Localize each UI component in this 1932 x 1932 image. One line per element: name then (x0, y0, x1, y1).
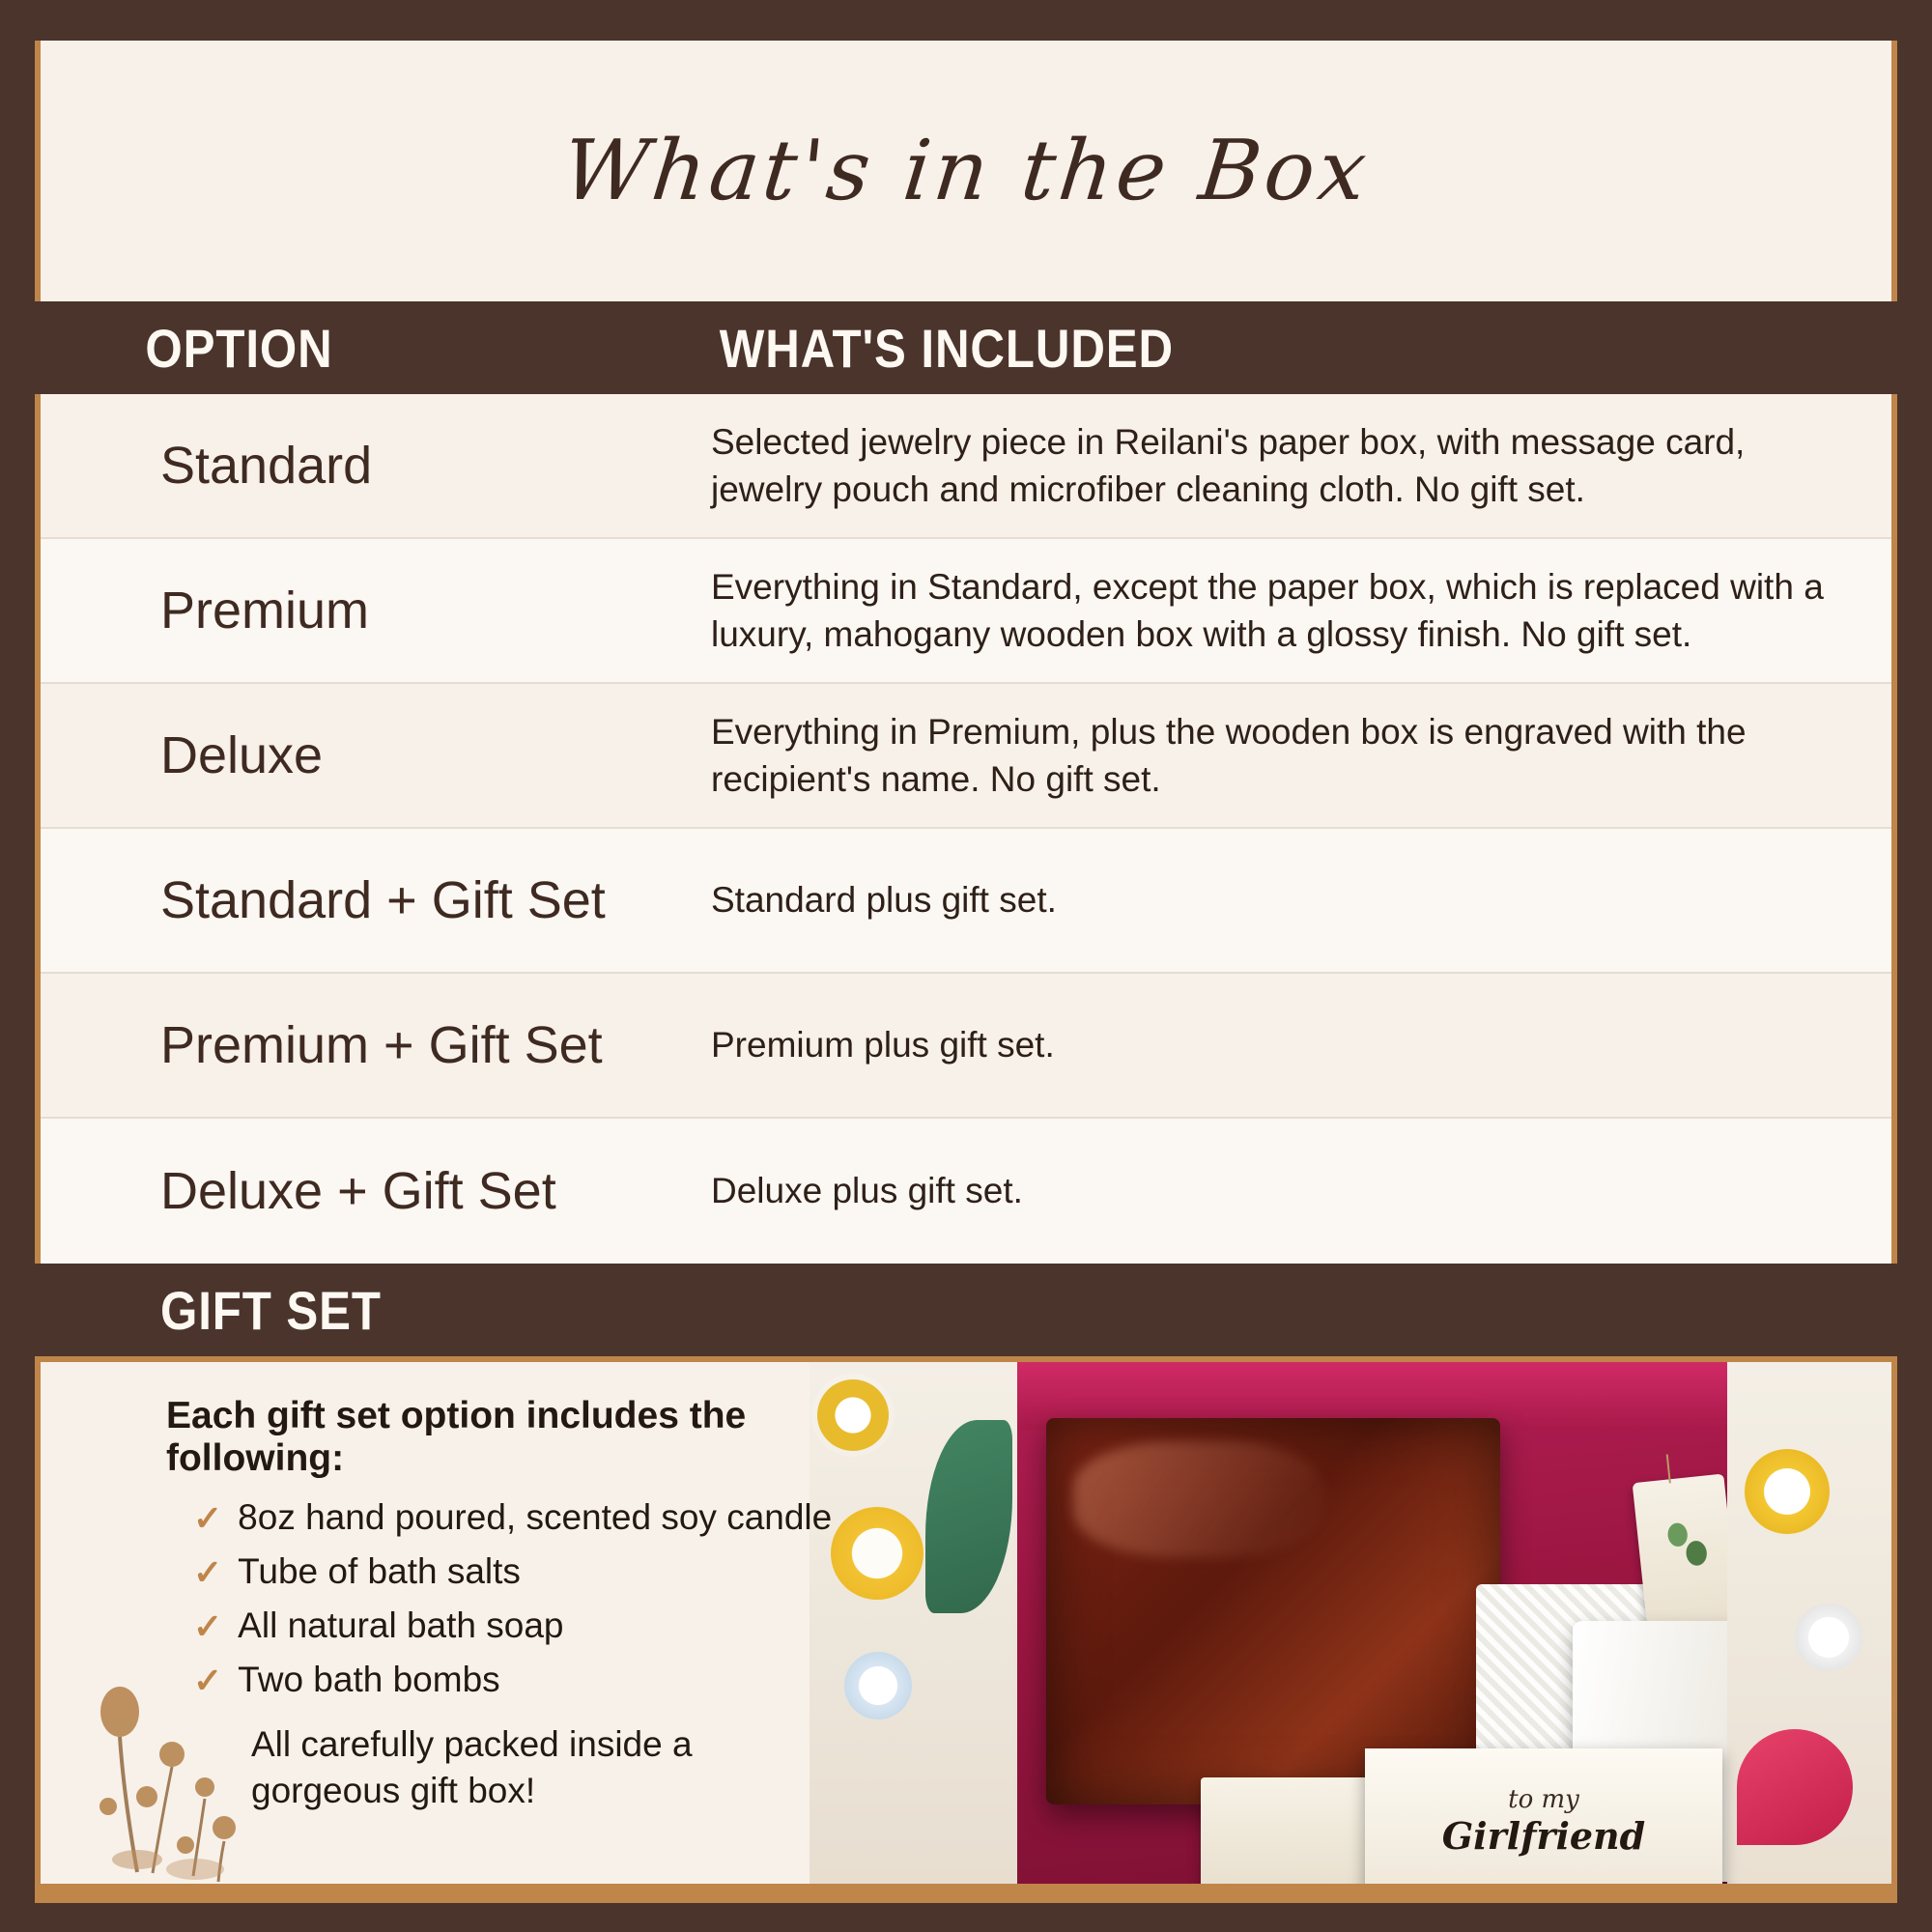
message-card-line1: to my (1508, 1784, 1579, 1814)
table-row (41, 829, 1891, 974)
option-name: Deluxe (160, 726, 324, 784)
check-icon: ✓ (193, 1498, 223, 1538)
giftset-footer: All carefully packed inside a gorgeous gift box! (251, 1724, 693, 1811)
gift-box-photo (810, 1362, 1891, 1884)
inner-frame (35, 41, 1897, 1903)
option-name: Standard (160, 437, 373, 495)
option-description: Standard plus gift set. (711, 880, 1057, 921)
list-item (193, 1605, 852, 1646)
table-row (41, 684, 1891, 829)
option-description: Deluxe plus gift set. (711, 1171, 1023, 1211)
option-name: Deluxe + Gift Set (160, 1162, 556, 1220)
check-icon: ✓ (193, 1606, 223, 1646)
option-description: Everything in Premium, plus the wooden box is engraved with the recipient's name. No gift set. (711, 711, 1747, 799)
table-row (41, 974, 1891, 1119)
check-icon: ✓ (193, 1661, 223, 1700)
giftset-header (35, 1264, 1897, 1356)
table-row (41, 1119, 1891, 1264)
title-band (41, 41, 1891, 301)
options-table (35, 394, 1897, 1264)
photo-message-card (1365, 1748, 1722, 1884)
photo-gift-tag (1633, 1473, 1741, 1641)
option-description: Premium plus gift set. (711, 1025, 1055, 1065)
option-name: Standard + Gift Set (160, 871, 606, 929)
photo-soap-bar (1201, 1777, 1384, 1884)
table-header (35, 301, 1897, 394)
giftset-body (41, 1362, 1891, 1884)
header-option: OPTION (145, 317, 333, 379)
list-item (193, 1551, 852, 1592)
photo-floral-panel-right (1727, 1362, 1891, 1884)
list-item-label: 8oz hand poured, scented soy candle (238, 1497, 833, 1537)
check-icon: ✓ (193, 1552, 223, 1592)
option-description: Everything in Standard, except the paper box, which is replaced with a luxury, mahogany wooden box with a glossy finish. No gift set. (711, 566, 1824, 654)
message-card-line2: Girlfriend (1441, 1813, 1646, 1858)
page-title: What's in the Box (557, 123, 1375, 219)
photo-wooden-jewelry-box (1046, 1418, 1500, 1804)
list-item-label: Tube of bath salts (238, 1551, 521, 1591)
table-row (41, 539, 1891, 684)
header-included: WHAT'S INCLUDED (719, 317, 1175, 379)
giftset-intro: Each gift set option includes the following: (166, 1395, 747, 1479)
option-name: Premium (160, 582, 370, 639)
giftset-heading: GIFT SET (160, 1279, 382, 1341)
option-name: Premium + Gift Set (160, 1016, 603, 1074)
option-description: Selected jewelry piece in Reilani's paper box, with message card, jewelry pouch and microfiber cleaning cloth. No gift set. (711, 421, 1746, 509)
list-item-label: All natural bath soap (238, 1605, 564, 1645)
list-item (193, 1497, 852, 1538)
giftset-content (41, 1362, 852, 1814)
list-item (193, 1660, 852, 1700)
table-row (41, 394, 1891, 539)
list-item-label: Two bath bombs (238, 1660, 500, 1699)
